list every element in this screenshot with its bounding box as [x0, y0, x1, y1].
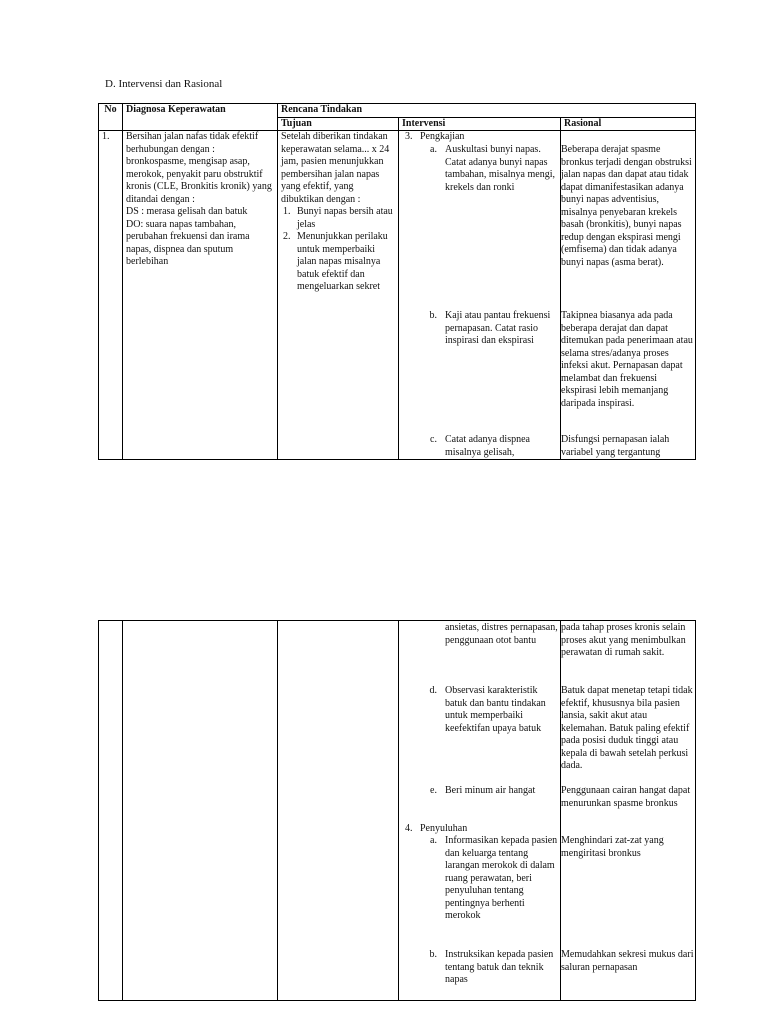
rationale-cell-cont	[561, 621, 696, 1001]
intervention-e	[399, 785, 560, 798]
item-text: Catat adanya dispnea misalnya gelisah,	[445, 434, 530, 458]
row-number: 1.	[99, 131, 123, 460]
header-diagnosis: Diagnosa Keperawatan	[123, 104, 278, 131]
goal-item-text: Menunjukkan perilaku untuk memperbaiki jalan napas misalnya batuk efektif dan mengeluarkan sekret	[297, 231, 388, 292]
section-pengkajian	[402, 131, 557, 144]
goal-item-number: 2.	[283, 231, 291, 242]
item-letter: b.	[429, 949, 437, 960]
goal-cell	[278, 131, 399, 460]
section-title: Penyuluhan	[420, 823, 468, 834]
goal-item	[281, 206, 395, 231]
goal-item	[281, 231, 395, 294]
rationale-a: Beberapa derajat spasme bronkus terjadi dengan obstruksi jalan napas dan dapat atau tidak dapat dimanifestasikan adanya bunyi napas adventisius, misalnya penyebaran krekels basah (bronkitis), bunyi napas redup dengan ekspirasi mengi (emfisema) dan tidak adanya bunyi napas (asma berat).	[561, 144, 692, 268]
item-text: Informasikan kepada pasien dan keluarga tentang larangan merokok di dalam ruang perawatan, beri penyuluhan tentang pentingnya berhenti merokok	[445, 835, 558, 921]
item-letter: a.	[430, 144, 437, 155]
rationale-cell	[561, 131, 696, 460]
row-number-cont	[99, 621, 123, 1001]
rationale-4a: Menghindari zat-zat yang mengiritasi bronkus	[561, 835, 664, 859]
rationale-c: Disfungsi pernapasan ialah variabel yang tergantung	[561, 434, 670, 458]
goal-cell-cont	[278, 621, 399, 1001]
section-title: Pengkajian	[420, 131, 465, 142]
header-no: No	[99, 104, 123, 131]
intervention-cell	[399, 131, 561, 460]
item-text: Instruksikan kepada pasien tentang batuk dan teknik napas	[445, 949, 554, 985]
section-penyuluhan	[402, 823, 560, 836]
item-letter: a.	[430, 835, 437, 846]
item-letter: b.	[429, 310, 437, 321]
diagnosis-cell: Bersihan jalan nafas tidak efektif berhubungan dengan : bronkospasme, mengisap asap, merokok, penyakit paru obstruktif kronis (CLE, Bronkitis kronik) yang ditandai dengan : DS : merasa gelisah dan batuk DO: suara napas tambahan, perubahan frekuensi dan irama napas, dispnea dan sputum berlebihan	[123, 131, 278, 460]
intervention-c-cont	[399, 622, 560, 647]
item-text: Auskultasi bunyi napas. Catat adanya bunyi napas tambahan, misalnya mengi, krekels dan ronki	[445, 144, 555, 193]
header-goal: Tujuan	[278, 117, 399, 131]
item-letter: e.	[430, 785, 437, 796]
item-text: Beri minum air hangat	[445, 785, 536, 796]
item-letter: c.	[430, 434, 437, 445]
item-letter: d.	[429, 685, 437, 696]
rationale-d: Batuk dapat menetap tetapi tidak efektif, khususnya bila pasien lansia, sakit akut atau kelemahan. Batuk paling efektif pada posisi duduk tinggi atau kepala di bawah setelah perkusi dada.	[561, 685, 693, 771]
section-number: 4.	[405, 823, 413, 834]
rationale-4b: Memudahkan sekresi mukus dari saluran pernapasan	[561, 949, 694, 973]
goal-list	[281, 206, 395, 294]
rationale-b: Takipnea biasanya ada pada beberapa derajat dan dapat ditemukan pada penerimaan atau selama stres/adanya proses infeksi akut. Pernapasan dapat melambat dan frekuensi ekspirasi lebih memanjang daripada inspirasi.	[561, 310, 693, 409]
item-text: ansietas, distres pernapasan, penggunaan otot bantu	[445, 622, 558, 646]
intervention-cell-cont	[399, 621, 561, 1001]
item-text: Observasi karakteristik batuk dan bantu tindakan untuk memperbaiki keefektifan upaya batuk	[445, 685, 546, 734]
intervention-4b	[399, 949, 560, 987]
intervention-a	[399, 144, 560, 194]
intervention-table-part2	[98, 620, 696, 1001]
intervention-b	[399, 310, 560, 348]
intervention-c	[399, 434, 560, 459]
header-rationale: Rasional	[561, 117, 696, 131]
goal-item-text: Bunyi napas bersih atau jelas	[297, 206, 393, 230]
intervention-d	[399, 685, 560, 735]
section-heading: D. Intervensi dan Rasional	[105, 78, 223, 90]
goal-item-number: 1.	[283, 206, 291, 217]
section-number: 3.	[405, 131, 413, 142]
rationale-c-cont: pada tahap proses kronis selain proses akut yang menimbulkan perawatan di rumah sakit.	[561, 622, 686, 658]
intervention-table-part1	[98, 103, 696, 460]
item-text: Kaji atau pantau frekuensi pernapasan. Catat rasio inspirasi dan ekspirasi	[445, 310, 551, 346]
rationale-e: Penggunaan cairan hangat dapat menurunkan spasme bronkus	[561, 785, 691, 809]
intervention-4a	[399, 835, 560, 923]
header-intervention: Intervensi	[399, 117, 561, 131]
diagnosis-cell-cont	[123, 621, 278, 1001]
header-plan: Rencana Tindakan	[278, 104, 696, 118]
goal-intro: Setelah diberikan tindakan keperawatan selama... x 24 jam, pasien menunjukkan pembersihan jalan napas yang efektif, yang dibuktikan dengan :	[281, 131, 390, 205]
